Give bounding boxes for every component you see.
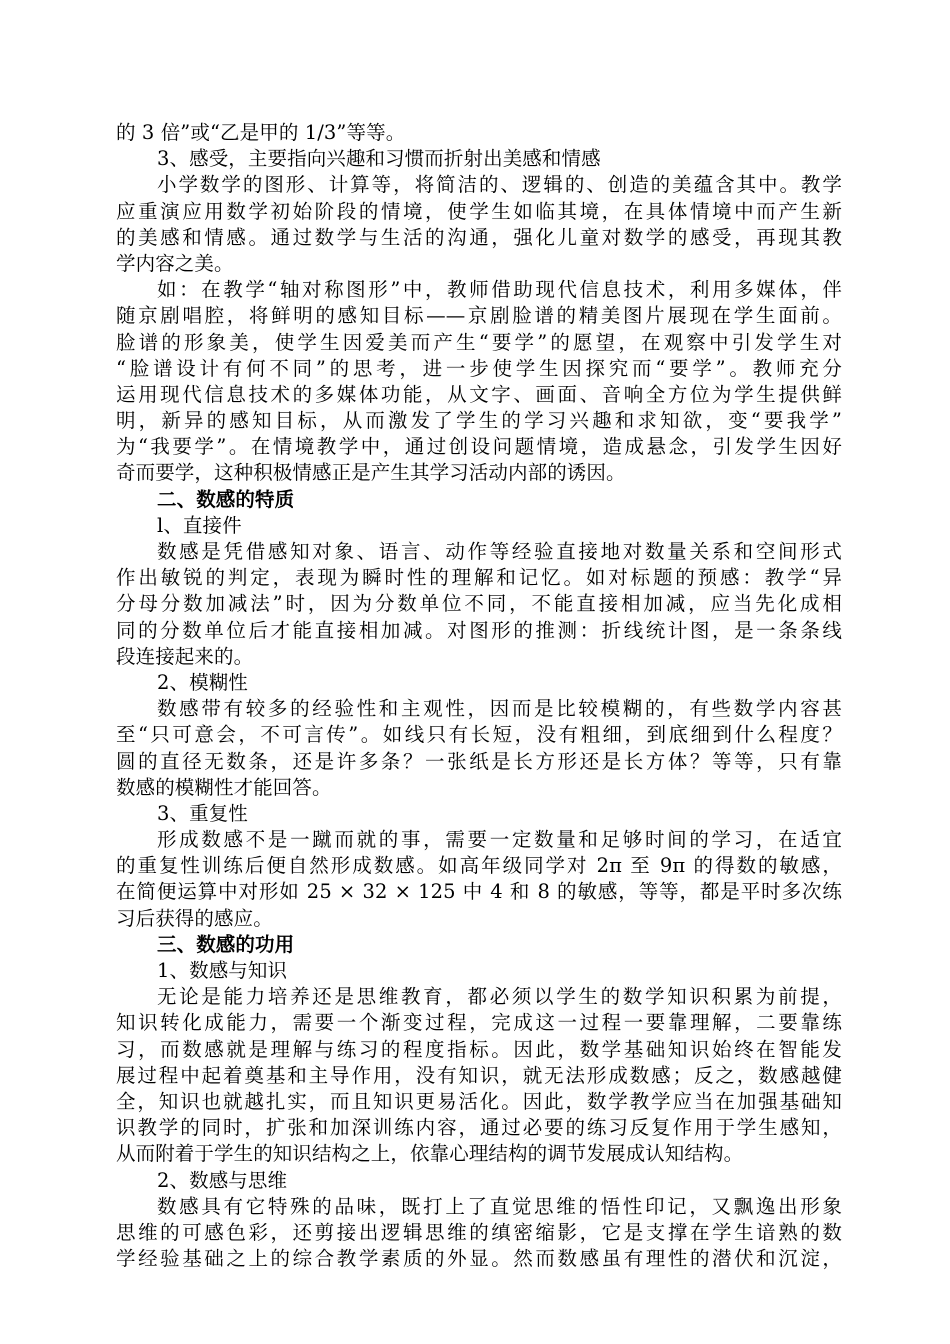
text-line: 数感具有它特殊的品味，既打上了直觉思维的悟性印记，又飘逸出形象: [157, 1194, 842, 1218]
text-line: 脸谱的形象美，使学生因爱美而产生“要学”的愿望，在观察中引发学生对: [116, 330, 842, 354]
text-line: 识教学的同时，扩张和加深训练内容，通过必要的练习反复作用于学生感知，: [116, 1116, 842, 1140]
text-line: 学经验基础之上的综合教学素质的外显。然而数感虽有理性的潜伏和沉淀，: [116, 1247, 842, 1271]
text-line: 随京剧唱腔，将鲜明的感知目标——京剧脸谱的精美图片展现在学生面前。: [116, 304, 842, 328]
text-line: 如：在教学“轴对称图形”中，教师借助现代信息技术，利用多媒体，伴: [157, 278, 842, 302]
text-line: 的 3 倍”或“乙是甲的 1/3”等等。: [116, 121, 406, 144]
text-line: 3、重复性: [157, 801, 248, 825]
text-line: 2、数感与思维: [157, 1168, 288, 1192]
text-line: 形成数感不是一蹴而就的事，需要一定数量和足够时间的学习，在适宜: [157, 828, 842, 852]
text-line: 的美感和情感。通过数学与生活的沟通，强化儿童对数学的感受，再现其教: [116, 225, 842, 249]
text-line: 应重演应用数学初始阶段的情境，使学生如临其境，在具体情境中而产生新: [116, 199, 842, 223]
text-line: 数感的模糊性才能回答。: [116, 775, 332, 799]
text-line: 展过程中起着奠基和主导作用，没有知识，就无法形成数感；反之，数感越健: [116, 1063, 842, 1087]
text-line: 1、数感与知识: [157, 959, 288, 982]
text-line: l、直接件: [157, 513, 242, 537]
text-line: 运用现代信息技术的多媒体功能，从文字、画面、音响全方位为学生提供鲜: [116, 382, 842, 406]
text-line: 为“我要学”。在情境教学中，通过创设问题情境，造成悬念，引发学生因好: [116, 435, 842, 459]
section-heading: 二、数感的特质: [157, 487, 295, 511]
text-line: 无论是能力培养还是思维教育，都必须以学生的数学知识积累为前提，: [157, 985, 842, 1009]
text-line: “脸谱设计有何不同”的思考，进一步使学生因探究而“要学”。教师充分: [116, 356, 842, 380]
text-line: 数感是凭借感知对象、语言、动作等经验直接地对数量关系和空间形式: [157, 540, 842, 563]
text-line: 明，新异的感知目标，从而激发了学生的学习兴趣和求知欲，变“要我学”: [116, 409, 842, 433]
text-line: 的重复性训练后便自然形成数感。如高年级同学对 2π 至 9π 的得数的敏感，: [116, 854, 842, 878]
text-line: 在简便运算中对形如 25 × 32 × 125 中 4 和 8 的敏感，等等，都是平时多次练: [116, 880, 842, 904]
text-line: 知识转化成能力，需要一个渐变过程，完成这一过程一要靠理解，二要靠练: [116, 1011, 842, 1035]
text-line: 学内容之美。: [116, 251, 234, 275]
text-line: 圆的直径无数条，还是许多条？一张纸是长方形还是长方体？等等，只有靠: [116, 749, 842, 773]
text-line: 分母分数加减法”时，因为分数单位不同，不能直接相加减，应当先化成相: [116, 592, 842, 616]
text-line: 3、感受，主要指向兴趣和习惯而折射出美感和情感: [157, 147, 601, 171]
text-line: 习，而数感就是理解与练习的程度指标。因此，数学基础知识始终在智能发: [116, 1037, 842, 1061]
text-line: 全，知识也就越扎实，而且知识更易活化。因此，数学教学应当在加强基础知: [116, 1089, 842, 1113]
document-page: [116, 120, 842, 1272]
text-line: 小学数学的图形、计算等，将简洁的、逻辑的、创造的美蕴含其中。教学: [157, 173, 842, 197]
text-line: 奇而要学，这种积极情感正是产生其学习活动内部的诱因。: [116, 461, 626, 485]
text-line: 2、模糊性: [157, 670, 248, 694]
text-line: 习后获得的感应。: [116, 906, 273, 930]
text-line: 同的分数单位后才能直接相加减。对图形的推测：折线统计图，是一条条线: [116, 618, 842, 642]
text-line: 思维的可感色彩，还剪接出逻辑思维的缜密缩影，它是支撑在学生谙熟的数: [116, 1220, 842, 1244]
text-line: 作出敏锐的判定，表现为瞬时性的理解和记忆。如对标题的预感：教学“异: [116, 566, 842, 590]
text-line: 至“只可意会，不可言传”。如线只有长短，没有粗细，到底细到什么程度？: [116, 723, 842, 747]
text-line: 从而附着于学生的知识结构之上，依靠心理结构的调节发展成认知结构。: [116, 1142, 744, 1166]
text-line: 数感带有较多的经验性和主观性，因而是比较模糊的，有些数学内容甚: [157, 697, 842, 721]
section-heading: 三、数感的功用: [157, 932, 295, 956]
text-line: 段连接起来的。: [116, 644, 254, 668]
